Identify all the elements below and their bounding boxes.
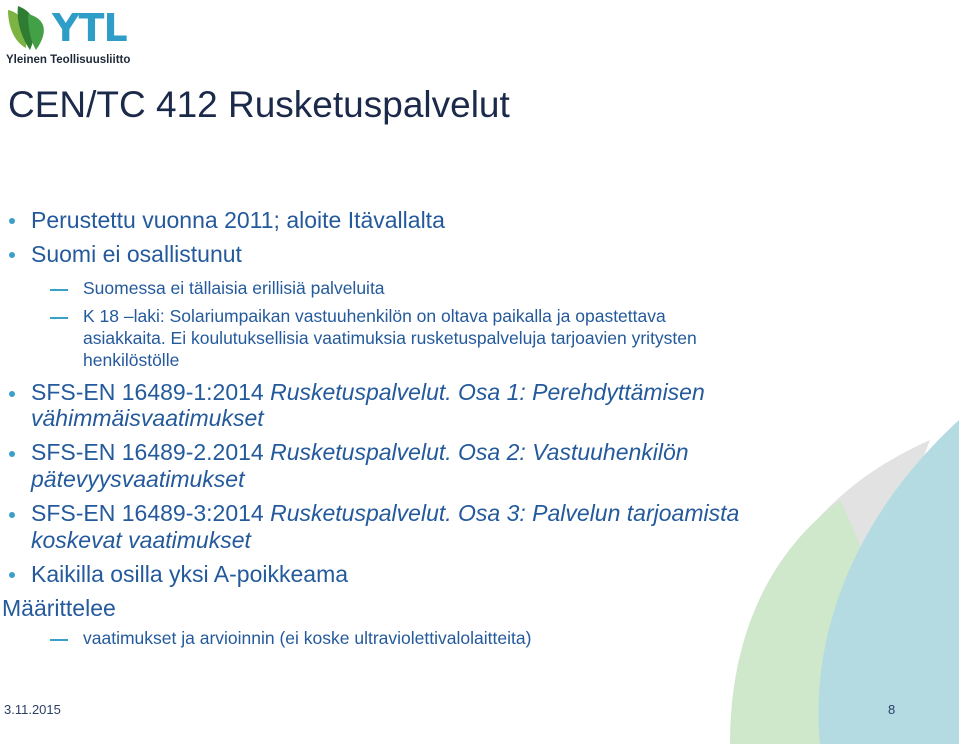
sub-bullet-law-line1: K 18 –laki: Solariumpaikan vastuuhenkilön on oltava paikalla ja opastettava bbox=[83, 306, 666, 326]
standard-part2-code: SFS-EN 16489-2.2014 bbox=[31, 439, 271, 465]
logo-subtitle: Yleinen Teollisuusliitto bbox=[6, 54, 131, 66]
bullet-standard-part2-line2: pätevyysvaatimukset bbox=[31, 466, 245, 492]
sub-bullet-dash bbox=[50, 289, 68, 291]
sub-bullet-no-services: Suomessa ei tällaisia erillisiä palveluita bbox=[83, 278, 385, 298]
bullet-standard-part3-line2: koskevat vaatimukset bbox=[31, 527, 251, 553]
footer-date: 3.11.2015 bbox=[4, 702, 61, 717]
standard-part2-title: Rusketuspalvelut. Osa 2: Vastuuhenkilön bbox=[270, 439, 689, 465]
bullet-standard-part1-line2: vähimmäisvaatimukset bbox=[31, 405, 264, 431]
bullet-standard-part3 bbox=[31, 500, 739, 527]
footer-page-number: 8 bbox=[888, 702, 896, 717]
sub-bullet-dash bbox=[50, 317, 68, 319]
bullet-dot bbox=[9, 391, 15, 397]
sub-bullet-requirements: vaatimukset ja arvioinnin (ei koske ultraviolettivalolaitteita) bbox=[83, 628, 532, 648]
standard-part3-code: SFS-EN 16489-3:2014 bbox=[31, 500, 271, 526]
bullet-finland: Suomi ei osallistunut bbox=[31, 241, 242, 267]
bullet-dot bbox=[9, 218, 15, 224]
plain-defines: Määrittelee bbox=[2, 595, 116, 621]
slide-title: CEN/TC 412 Rusketuspalvelut bbox=[8, 84, 510, 125]
bullet-dot bbox=[9, 572, 15, 578]
bullet-dot bbox=[9, 512, 15, 518]
bullet-founded: Perustettu vuonna 2011; aloite Itävallalta bbox=[31, 207, 445, 233]
bullet-standard-part1 bbox=[31, 379, 705, 406]
bullet-a-deviation: Kaikilla osilla yksi A-poikkeama bbox=[31, 561, 349, 587]
sub-bullet-law-line3: henkilöstölle bbox=[83, 350, 180, 370]
bullet-dot bbox=[9, 252, 15, 258]
bullet-standard-part2 bbox=[31, 439, 689, 466]
standard-part3-title: Rusketuspalvelut. Osa 3: Palvelun tarjoamista bbox=[270, 500, 740, 526]
leaf-logo-icon bbox=[6, 4, 50, 52]
logo-wordmark: YTL bbox=[52, 6, 127, 50]
sub-bullet-law-line2 bbox=[83, 328, 697, 349]
standard-part1-code: SFS-EN 16489-1:2014 bbox=[31, 379, 271, 405]
ytl-logo bbox=[6, 4, 136, 70]
sub-bullet-law-line2b: Ei koulutuksellisia vaatimuksia rusketuspalveluja tarjoavien yritysten bbox=[165, 328, 697, 348]
bullet-dot bbox=[9, 451, 15, 457]
sub-bullet-dash bbox=[50, 639, 68, 641]
standard-part1-title: Rusketuspalvelut. Osa 1: Perehdyttämisen bbox=[270, 379, 705, 405]
sub-bullet-law-line2a: asiakkaita. bbox=[83, 328, 166, 348]
